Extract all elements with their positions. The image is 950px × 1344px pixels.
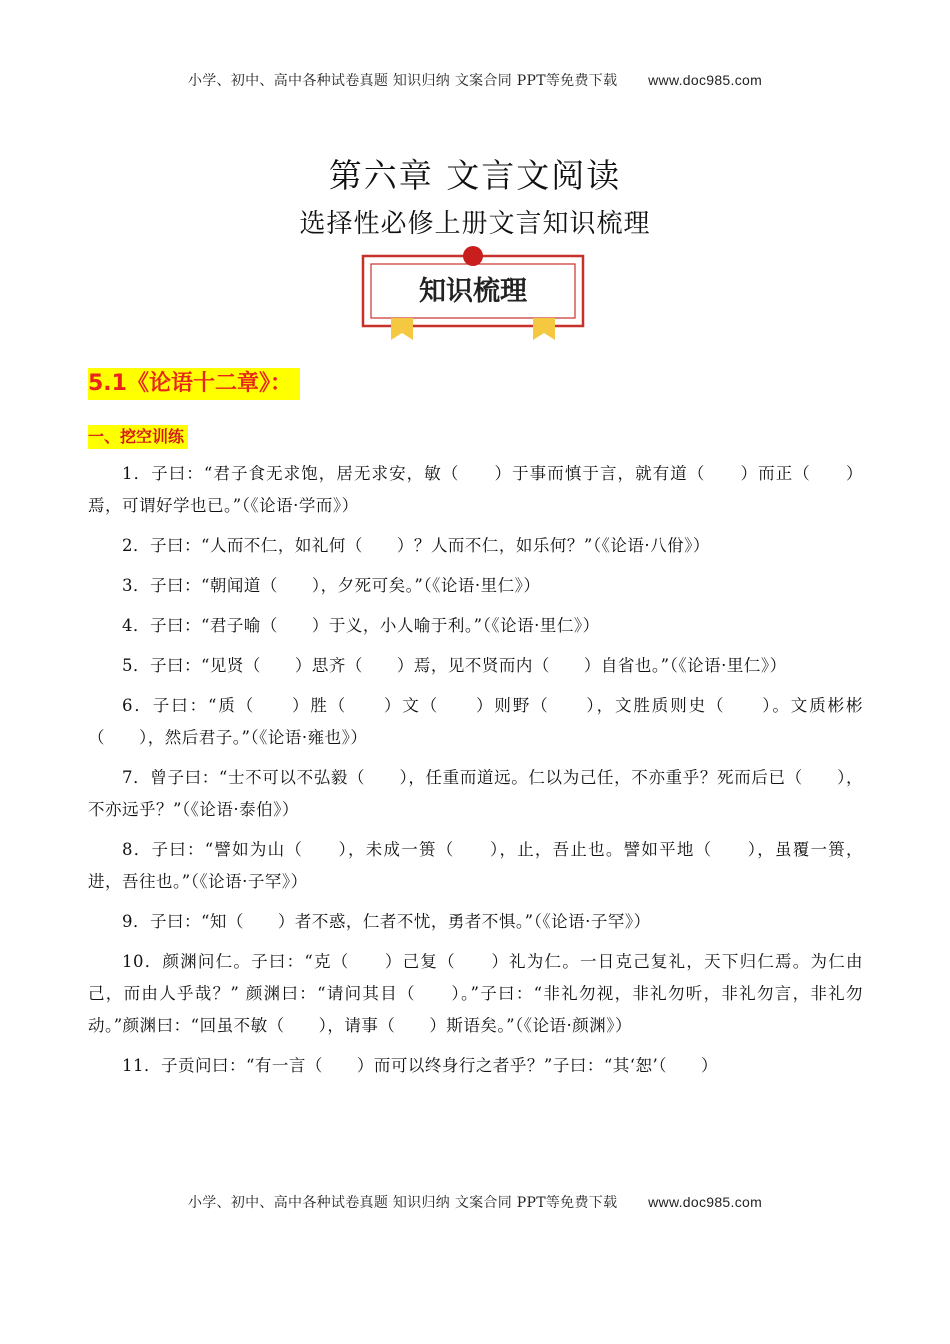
exercise-item: 6．子曰：“质（ ）胜（ ）文（ ）则野（ ），文胜质则史（ ）。文质彬彬（ ），然后君子。”（《论语·雍也》） <box>88 696 863 747</box>
exercise-item: 1．子曰：“君子食无求饱，居无求安，敏（ ）于事而慎于言，就有道（ ）而正（ ）焉，可谓好学也已。”（《论语·学而》） <box>88 464 863 515</box>
footer-text: 小学、初中、高中各种试卷真题 知识归纳 文案合同 PPT等免费下载 <box>187 1195 618 1211</box>
chapter-subtitle: 选择性必修上册文言知识梳理 <box>299 209 651 239</box>
badge-ribbon-left <box>391 318 413 340</box>
page-footer <box>0 1192 950 1212</box>
knowledge-badge <box>361 242 585 342</box>
footer-url[interactable]: www.doc985.com <box>648 1194 763 1210</box>
header-url[interactable]: www.doc985.com <box>648 72 763 88</box>
section-subheading: 一、挖空训练 <box>88 425 188 449</box>
exercise-item: 2．子曰：“人而不仁，如礼何（ ）？人而不仁，如乐何？”（《论语·八佾》） <box>122 536 710 555</box>
header-text: 小学、初中、高中各种试卷真题 知识归纳 文案合同 PPT等免费下载 <box>187 73 618 89</box>
exercise-item: 9．子曰：“知（ ）者不惑，仁者不忧，勇者不惧。”（《论语·子罕》） <box>122 912 651 931</box>
badge-ribbon-right <box>533 318 555 340</box>
exercise-item: 8．子曰：“譬如为山（ ），未成一篑（ ），止，吾止也。譬如平地（ ），虽覆一篑，进，吾往也。”（《论语·子罕》） <box>88 840 863 891</box>
badge-label: 知识梳理 <box>419 276 527 307</box>
badge-dot <box>463 246 483 266</box>
exercise-item: 7．曾子曰：“士不可以不弘毅（ ），任重而道远。仁以为己任，不亦重乎？死而后已（ ），不亦远乎？”（《论语·泰伯》） <box>88 768 863 819</box>
exercise-item: 3．子曰：“朝闻道（ ），夕死可矣。”（《论语·里仁》） <box>122 576 541 595</box>
section-heading: 5.1《论语十二章》： <box>88 368 300 400</box>
exercise-item: 4．子曰：“君子喻（ ）于义，小人喻于利。”（《论语·里仁》） <box>122 616 600 635</box>
exercise-list <box>88 458 863 1090</box>
exercise-item: 10．颜渊问仁。子曰：“克（ ）己复（ ）礼为仁。一日克己复礼，天下归仁焉。为仁由己，而由人乎哉？” 颜渊曰：“请问其目（ ）。”子曰：“非礼勿视，非礼勿听，非礼勿言，非礼勿动。”颜渊曰：“回虽不敏（ ），请事（ ）斯语矣。”（《论语·颜渊》） <box>88 952 863 1035</box>
page-header <box>0 70 950 90</box>
chapter-title: 第六章 文言文阅读 <box>328 156 622 195</box>
exercise-item: 5．子曰：“见贤（ ）思齐（ ）焉，见不贤而内（ ）自省也。”（《论语·里仁》） <box>122 656 787 675</box>
exercise-item: 11．子贡问曰：“有一言（ ）而可以终身行之者乎？”子曰：“其‘恕’（ ） <box>122 1056 719 1075</box>
